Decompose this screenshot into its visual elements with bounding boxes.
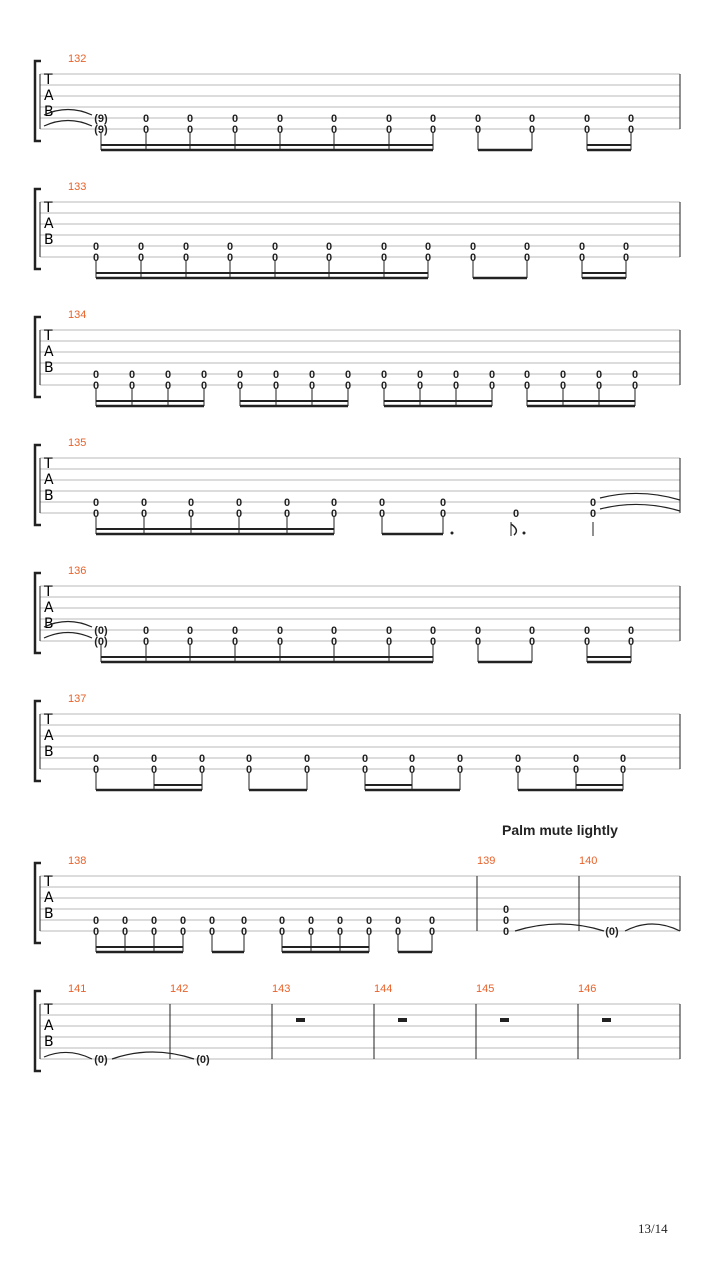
fret-number: 0 <box>429 636 437 648</box>
fret-number: 0 <box>572 764 580 776</box>
fret-number: 0 <box>512 508 520 520</box>
tab-clef-b: B <box>44 104 54 120</box>
fret-number: 0 <box>488 380 496 392</box>
fret-number: 0 <box>583 636 591 648</box>
fret-number: 0 <box>380 380 388 392</box>
fret-number: 0 <box>330 625 338 637</box>
fret-number: 0 <box>439 497 447 509</box>
fret-number: 0 <box>308 369 316 381</box>
fret-number: 0 <box>179 926 187 938</box>
fret-number: 0 <box>235 497 243 509</box>
fret-number: 0 <box>303 753 311 765</box>
fret-number: 0 <box>226 252 234 264</box>
fret-number: 0 <box>150 926 158 938</box>
fret-number: 0 <box>303 764 311 776</box>
fret-number: 0 <box>226 241 234 253</box>
fret-number: 0 <box>583 124 591 136</box>
fret-number: 0 <box>559 380 567 392</box>
fret-number: 0 <box>307 915 315 927</box>
fret-number: 0 <box>429 124 437 136</box>
fret-number: 0 <box>142 636 150 648</box>
fret-number: 0 <box>385 636 393 648</box>
fret-number: 0 <box>208 926 216 938</box>
fret-number: 0 <box>92 926 100 938</box>
fret-number: 0 <box>627 636 635 648</box>
fret-number: 0 <box>276 113 284 125</box>
measure-number: 139 <box>477 855 496 867</box>
tab-clef-b: B <box>44 906 54 922</box>
fret-number: 0 <box>627 124 635 136</box>
fret-number: 0 <box>330 636 338 648</box>
fret-number: 0 <box>394 915 402 927</box>
tie-out <box>600 493 680 500</box>
measure-number: 135 <box>68 437 87 449</box>
measure-number: 138 <box>68 855 87 867</box>
fret-number: 0 <box>428 926 436 938</box>
fret-number: 0 <box>150 753 158 765</box>
fret-number: 0 <box>385 113 393 125</box>
fret-number: 0 <box>278 926 286 938</box>
fret-number: 0 <box>330 508 338 520</box>
fret-number: 0 <box>236 380 244 392</box>
fret-number: 0 <box>429 113 437 125</box>
fret-number: 0 <box>456 764 464 776</box>
tab-clef-a: A <box>44 472 54 488</box>
fret-number: 0 <box>361 764 369 776</box>
fret-number: 0 <box>187 497 195 509</box>
fret-number: 0 <box>186 625 194 637</box>
fret-number: 0 <box>92 508 100 520</box>
fret-number: 0 <box>198 753 206 765</box>
fret-number: 0 <box>572 753 580 765</box>
fret-number: 0 <box>619 753 627 765</box>
tab-clef-b: B <box>44 1034 54 1050</box>
tie-in <box>44 633 92 639</box>
fret-number: 0 <box>330 113 338 125</box>
fret-number: 0 <box>92 915 100 927</box>
measure-number: 136 <box>68 565 87 577</box>
fret-number: 0 <box>428 915 436 927</box>
dot <box>451 532 454 535</box>
fret-number: 0 <box>385 625 393 637</box>
fret-number: 0 <box>200 380 208 392</box>
fret-number: 0 <box>416 369 424 381</box>
fret-number: 0 <box>559 369 567 381</box>
fret-number: 0 <box>595 380 603 392</box>
fret-number: 0 <box>528 625 536 637</box>
fret-number: 0 <box>128 369 136 381</box>
fret-number: (0) <box>94 1054 108 1066</box>
measure-number: 132 <box>68 53 87 65</box>
fret-number: 0 <box>474 625 482 637</box>
fret-number: 0 <box>365 926 373 938</box>
fret-number: 0 <box>140 497 148 509</box>
fret-number: 0 <box>380 252 388 264</box>
tab-clef-b: B <box>44 744 54 760</box>
fret-number: 0 <box>128 380 136 392</box>
fret-number: 0 <box>179 915 187 927</box>
fret-number: 0 <box>92 380 100 392</box>
fret-number: 0 <box>187 508 195 520</box>
measure-number: 146 <box>578 983 597 995</box>
fret-number: 0 <box>276 124 284 136</box>
fret-number: 0 <box>514 764 522 776</box>
measure-number: 133 <box>68 181 87 193</box>
tab-clef-a: A <box>44 344 54 360</box>
fret-number: 0 <box>502 915 510 927</box>
fret-number: 0 <box>208 915 216 927</box>
fret-number: 0 <box>231 636 239 648</box>
fret-number: 0 <box>271 241 279 253</box>
tie-out <box>600 504 680 511</box>
fret-number: 0 <box>424 241 432 253</box>
fret-number: 0 <box>271 252 279 264</box>
fret-number: 0 <box>439 508 447 520</box>
fret-number: 0 <box>424 252 432 264</box>
fret-number: 0 <box>307 926 315 938</box>
fret-number: 0 <box>308 380 316 392</box>
fret-number: 0 <box>278 915 286 927</box>
fret-number: 0 <box>622 252 630 264</box>
tie <box>112 1052 194 1059</box>
measure-number: 141 <box>68 983 87 995</box>
fret-number: 0 <box>583 113 591 125</box>
fret-number: 0 <box>325 241 333 253</box>
rest <box>398 1018 407 1022</box>
fret-number: 0 <box>137 241 145 253</box>
fret-number: 0 <box>523 369 531 381</box>
fret-number: 0 <box>92 753 100 765</box>
fret-number: 0 <box>325 252 333 264</box>
fret-number: 0 <box>452 380 460 392</box>
fret-number: 0 <box>336 926 344 938</box>
fret-number: 0 <box>182 252 190 264</box>
fret-number: 0 <box>240 926 248 938</box>
fret-number: 0 <box>283 508 291 520</box>
fret-number: 0 <box>150 915 158 927</box>
measure-number: 140 <box>579 855 598 867</box>
fret-number: 0 <box>231 113 239 125</box>
fret-number: 0 <box>429 625 437 637</box>
fret-number: 0 <box>121 926 129 938</box>
tab-clef-b: B <box>44 616 54 632</box>
tab-clef-t: T <box>44 200 53 216</box>
tab-clef-b: B <box>44 488 54 504</box>
fret-number: 0 <box>595 369 603 381</box>
fret-number: 0 <box>365 915 373 927</box>
tab-clef-t: T <box>44 328 53 344</box>
fret-number: 0 <box>514 753 522 765</box>
fret-number: 0 <box>627 113 635 125</box>
fret-number: 0 <box>330 124 338 136</box>
fret-number: 0 <box>92 369 100 381</box>
tab-clef-a: A <box>44 88 54 104</box>
fret-number: 0 <box>523 252 531 264</box>
fret-number: 0 <box>245 753 253 765</box>
tab-clef-b: B <box>44 232 54 248</box>
fret-number: 0 <box>502 904 510 916</box>
tab-clef-a: A <box>44 1018 54 1034</box>
fret-number: 0 <box>378 508 386 520</box>
fret-number: 0 <box>416 380 424 392</box>
tab-clef-a: A <box>44 890 54 906</box>
tie <box>515 924 604 931</box>
fret-number: 0 <box>330 497 338 509</box>
fret-number: 0 <box>474 113 482 125</box>
palm-mute-annotation: Palm mute lightly <box>502 822 618 838</box>
fret-number: 0 <box>456 753 464 765</box>
fret-number: 0 <box>142 124 150 136</box>
fret-number: 0 <box>283 497 291 509</box>
fret-number: 0 <box>92 252 100 264</box>
measure-number: 134 <box>68 309 87 321</box>
tab-clef-a: A <box>44 728 54 744</box>
fret-number: 0 <box>92 497 100 509</box>
measure-number: 142 <box>170 983 189 995</box>
tab-clef-b: B <box>44 360 54 376</box>
fret-number: 0 <box>121 915 129 927</box>
fret-number: 0 <box>92 764 100 776</box>
fret-number: 0 <box>200 369 208 381</box>
tab-clef-t: T <box>44 584 53 600</box>
fret-number: 0 <box>231 124 239 136</box>
fret-number: (9) <box>94 124 108 136</box>
note-flag <box>511 524 516 535</box>
fret-number: 0 <box>361 753 369 765</box>
fret-number: 0 <box>378 497 386 509</box>
fret-number: 0 <box>578 241 586 253</box>
dot <box>523 532 526 535</box>
fret-number: 0 <box>622 241 630 253</box>
tie <box>625 924 680 931</box>
fret-number: 0 <box>469 252 477 264</box>
fret-number: 0 <box>142 113 150 125</box>
fret-number: 0 <box>272 369 280 381</box>
fret-number: 0 <box>488 369 496 381</box>
fret-number: 0 <box>276 625 284 637</box>
fret-number: 0 <box>272 380 280 392</box>
fret-number: 0 <box>344 380 352 392</box>
fret-number: (0) <box>196 1054 210 1066</box>
fret-number: 0 <box>231 625 239 637</box>
fret-number: 0 <box>380 369 388 381</box>
fret-number: 0 <box>502 926 510 938</box>
rest <box>500 1018 509 1022</box>
rest <box>296 1018 305 1022</box>
fret-number: 0 <box>452 369 460 381</box>
fret-number: 0 <box>186 636 194 648</box>
tab-clef-t: T <box>44 1002 53 1018</box>
fret-number: 0 <box>164 369 172 381</box>
measure-number: 137 <box>68 693 87 705</box>
fret-number: 0 <box>276 636 284 648</box>
rest <box>602 1018 611 1022</box>
fret-number: 0 <box>523 380 531 392</box>
fret-number: 0 <box>236 369 244 381</box>
fret-number: 0 <box>182 241 190 253</box>
fret-number: 0 <box>198 764 206 776</box>
fret-number: 0 <box>589 508 597 520</box>
measure-number: 143 <box>272 983 291 995</box>
fret-number: 0 <box>137 252 145 264</box>
tie-in <box>44 1052 92 1059</box>
fret-number: 0 <box>474 636 482 648</box>
fret-number: 0 <box>336 915 344 927</box>
fret-number: 0 <box>631 380 639 392</box>
fret-number: 0 <box>589 497 597 509</box>
fret-number: 0 <box>240 915 248 927</box>
fret-number: 0 <box>578 252 586 264</box>
tab-clef-t: T <box>44 712 53 728</box>
fret-number: 0 <box>150 764 158 776</box>
measure-number: 144 <box>374 983 393 995</box>
fret-number: 0 <box>186 124 194 136</box>
fret-number: 0 <box>92 241 100 253</box>
fret-number: 0 <box>523 241 531 253</box>
fret-number: 0 <box>469 241 477 253</box>
fret-number: 0 <box>528 636 536 648</box>
tab-clef-t: T <box>44 874 53 890</box>
tab-clef-t: T <box>44 456 53 472</box>
fret-number: 0 <box>408 753 416 765</box>
fret-number: 0 <box>528 113 536 125</box>
fret-number: 0 <box>344 369 352 381</box>
fret-number: (0) <box>94 636 108 648</box>
fret-number: 0 <box>385 124 393 136</box>
tab-clef-a: A <box>44 600 54 616</box>
fret-number: 0 <box>186 113 194 125</box>
tab-clef-a: A <box>44 216 54 232</box>
tie-in <box>44 121 92 127</box>
fret-number: 0 <box>583 625 591 637</box>
fret-number: 0 <box>394 926 402 938</box>
tab-clef-t: T <box>44 72 53 88</box>
fret-number: 0 <box>245 764 253 776</box>
fret-number: 0 <box>627 625 635 637</box>
fret-number: 0 <box>408 764 416 776</box>
fret-number: (0) <box>605 926 619 938</box>
fret-number: 0 <box>631 369 639 381</box>
fret-number: 0 <box>235 508 243 520</box>
fret-number: 0 <box>140 508 148 520</box>
measure-number: 145 <box>476 983 495 995</box>
fret-number: (0) <box>94 625 108 637</box>
fret-number: 0 <box>528 124 536 136</box>
page-number: 13/14 <box>638 1221 668 1236</box>
fret-number: 0 <box>380 241 388 253</box>
fret-number: 0 <box>164 380 172 392</box>
fret-number: 0 <box>142 625 150 637</box>
fret-number: 0 <box>619 764 627 776</box>
fret-number: (9) <box>94 113 108 125</box>
fret-number: 0 <box>474 124 482 136</box>
